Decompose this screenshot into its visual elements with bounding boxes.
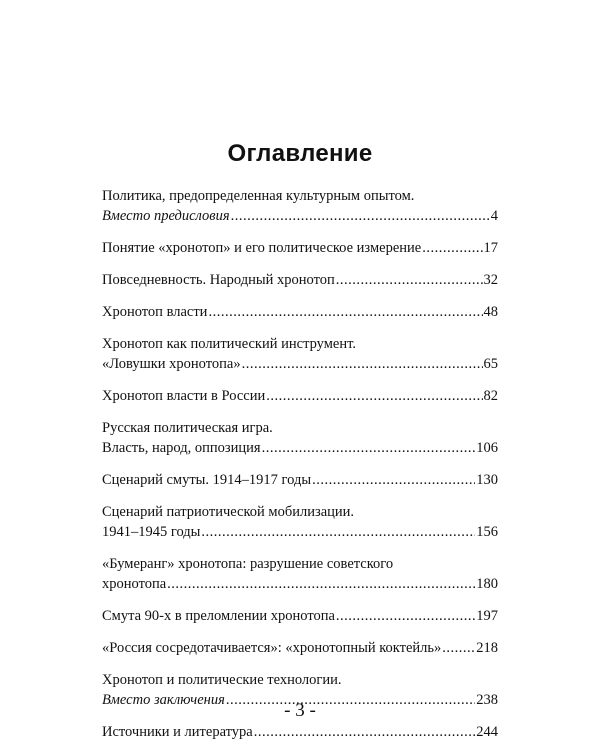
toc-entry: [102, 334, 498, 374]
dot-leader: [208, 302, 482, 322]
toc-entry: [102, 238, 498, 258]
dot-leader: [254, 722, 476, 742]
toc-entry-title: Хронотоп власти: [102, 304, 208, 320]
toc-entry-title-line: [102, 334, 498, 354]
dot-leader: [231, 206, 490, 226]
toc-entry-leader-line: [102, 522, 498, 542]
toc-entry-title: Хронотоп и политические технологии.: [102, 672, 342, 688]
toc-entry-page-number: 48: [483, 304, 498, 320]
dot-leader: [167, 574, 475, 594]
toc-entry-title: Политика, предопределенная культурным опытом.: [102, 188, 415, 204]
toc-entry-title: Русская политическая игра.: [102, 420, 273, 436]
page-title: Оглавление: [227, 140, 373, 167]
toc-entry-title-line: [102, 554, 498, 574]
toc-entry-leader-line: [102, 270, 498, 290]
toc-entry: [102, 186, 498, 226]
toc-entry-title-line: [102, 670, 498, 690]
dot-leader: [242, 354, 483, 374]
toc-entry-title: Источники и литература: [102, 724, 253, 740]
toc-entry-subtitle: Власть, народ, оппозиция: [102, 440, 261, 456]
toc-entry-title: Хронотоп как политический инструмент.: [102, 336, 356, 352]
toc-entry: [102, 638, 498, 658]
toc-entry-page-number: 244: [476, 724, 498, 740]
toc-entry: [102, 554, 498, 594]
toc-entry-leader-line: [102, 606, 498, 626]
toc-entry-leader-line: [102, 386, 498, 406]
dot-leader: [262, 438, 476, 458]
toc-entry-page-number: 82: [483, 388, 498, 404]
toc-entry-leader-line: [102, 354, 498, 374]
toc-entry-page-number: 65: [483, 356, 498, 372]
dot-leader: [336, 606, 475, 626]
toc-entry-subtitle: хронотопа: [102, 576, 167, 592]
dot-leader: [266, 386, 482, 406]
toc-entry-page-number: 106: [476, 440, 498, 456]
toc-entry-leader-line: [102, 638, 498, 658]
toc-entry-leader-line: [102, 206, 498, 226]
toc-entry-title: Смута 90-х в преломлении хронотопа: [102, 608, 335, 624]
toc-entry: [102, 418, 498, 458]
toc-entry: [102, 606, 498, 626]
toc-entry-leader-line: [102, 470, 498, 490]
toc-entry-title: «Бумеранг» хронотопа: разрушение советского: [102, 556, 394, 572]
toc-entry-subtitle: «Ловушки хронотопа»: [102, 356, 241, 372]
toc-entry-page-number: 156: [476, 524, 498, 540]
toc-entry: [102, 386, 498, 406]
toc-entry-page-number: 238: [476, 692, 498, 708]
table-of-contents: [102, 186, 498, 754]
toc-entry-leader-line: [102, 722, 498, 742]
toc-entry: [102, 270, 498, 290]
toc-entry-title: «Россия сосредотачивается»: «хронотопный коктейль»: [102, 640, 442, 656]
toc-entry: [102, 302, 498, 322]
toc-entry-page-number: 32: [483, 272, 498, 288]
toc-entry-title: Повседневность. Народный хронотоп: [102, 272, 335, 288]
toc-entry-subtitle: Вместо заключения: [102, 692, 225, 708]
toc-entry-title: Сценарий смуты. 1914–1917 годы: [102, 472, 312, 488]
toc-entry-leader-line: [102, 302, 498, 322]
toc-entry-leader-line: [102, 574, 498, 594]
dot-leader: [312, 470, 475, 490]
toc-entry-page-number: 218: [476, 640, 498, 656]
toc-entry-page-number: 4: [490, 208, 498, 224]
toc-entry-page-number: 197: [476, 608, 498, 624]
toc-entry-leader-line: [102, 438, 498, 458]
dot-leader: [422, 238, 482, 258]
toc-entry-title-line: [102, 418, 498, 438]
toc-entry-title: Понятие «хронотоп» и его политическое измерение: [102, 240, 422, 256]
toc-entry-subtitle: 1941–1945 годы: [102, 524, 201, 540]
toc-entry: [102, 502, 498, 542]
toc-entry-title-line: [102, 502, 498, 522]
page-number: - 3 -: [284, 700, 316, 721]
toc-entry-title-line: [102, 186, 498, 206]
toc-entry-leader-line: [102, 238, 498, 258]
toc-entry: [102, 722, 498, 742]
toc-entry: [102, 470, 498, 490]
dot-leader: [201, 522, 475, 542]
toc-entry-subtitle: Вместо предисловия: [102, 208, 230, 224]
toc-entry-page-number: 17: [483, 240, 498, 256]
toc-entry-page-number: 130: [476, 472, 498, 488]
toc-entry-title: Сценарий патриотической мобилизации.: [102, 504, 355, 520]
dot-leader: [336, 270, 483, 290]
toc-entry-title: Хронотоп власти в России: [102, 388, 266, 404]
toc-entry-page-number: 180: [476, 576, 498, 592]
dot-leader: [442, 638, 475, 658]
